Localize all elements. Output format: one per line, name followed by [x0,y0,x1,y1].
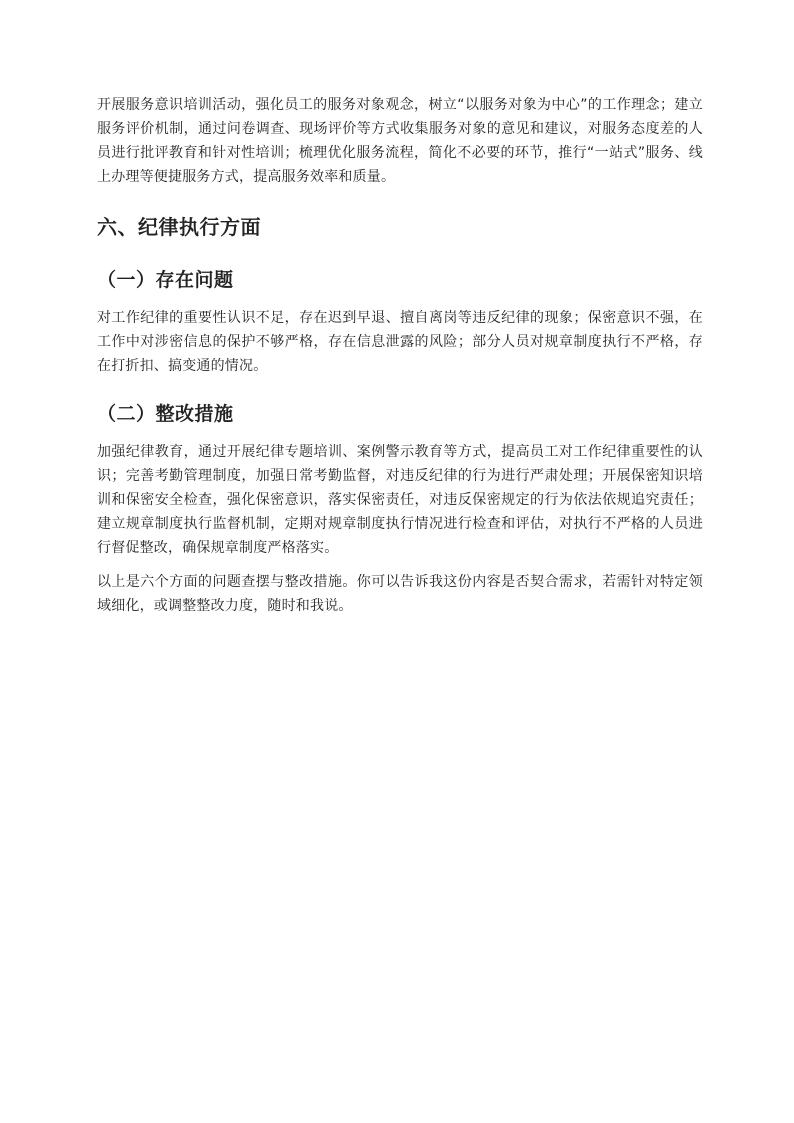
subheading-measures: （二）整改措施 [97,403,234,425]
service-measures-paragraph: 开展服务意识培训活动，强化员工的服务对象观念，树立“以服务对象为中心”的工作理念；建立服务评价机制，通过问卷调查、现场评价等方式收集服务对象的意见和建议，对服务态度差的人员进行批评教育和针对性培训；梳理优化服务流程，简化不必要的环节，推行“一站式”服务、线上办理等便捷服务方式，提高服务效率和质量。 [97,97,703,185]
document-body [97,93,703,618]
section-heading-discipline: 六、纪律执行方面 [97,215,261,239]
closing-paragraph: 以上是六个方面的问题查摆与整改措施。你可以告诉我这份内容是否契合需求，若需针对特定领域细化，或调整整改力度，随时和我说。 [97,574,703,614]
subheading-problems: （一）存在问题 [97,269,234,291]
problems-paragraph: 对工作纪律的重要性认识不足，存在迟到早退、擅自离岗等违反纪律的现象；保密意识不强，在工作中对涉密信息的保护不够严格，存在信息泄露的风险；部分人员对规章制度执行不严格，存在打折扣、搞变通的情况。 [97,310,703,374]
measures-paragraph: 加强纪律教育，通过开展纪律专题培训、案例警示教育等方式，提高员工对工作纪律重要性的认识；完善考勤管理制度，加强日常考勤监督，对违反纪律的行为进行严肃处理；开展保密知识培训和保密安全检查，强化保密意识，落实保密责任，对违反保密规定的行为依法依规追究责任；建立规章制度执行监督机制，定期对规章制度执行情况进行检查和评估，对执行不严格的人员进行督促整改，确保规章制度严格落实。 [97,444,703,556]
